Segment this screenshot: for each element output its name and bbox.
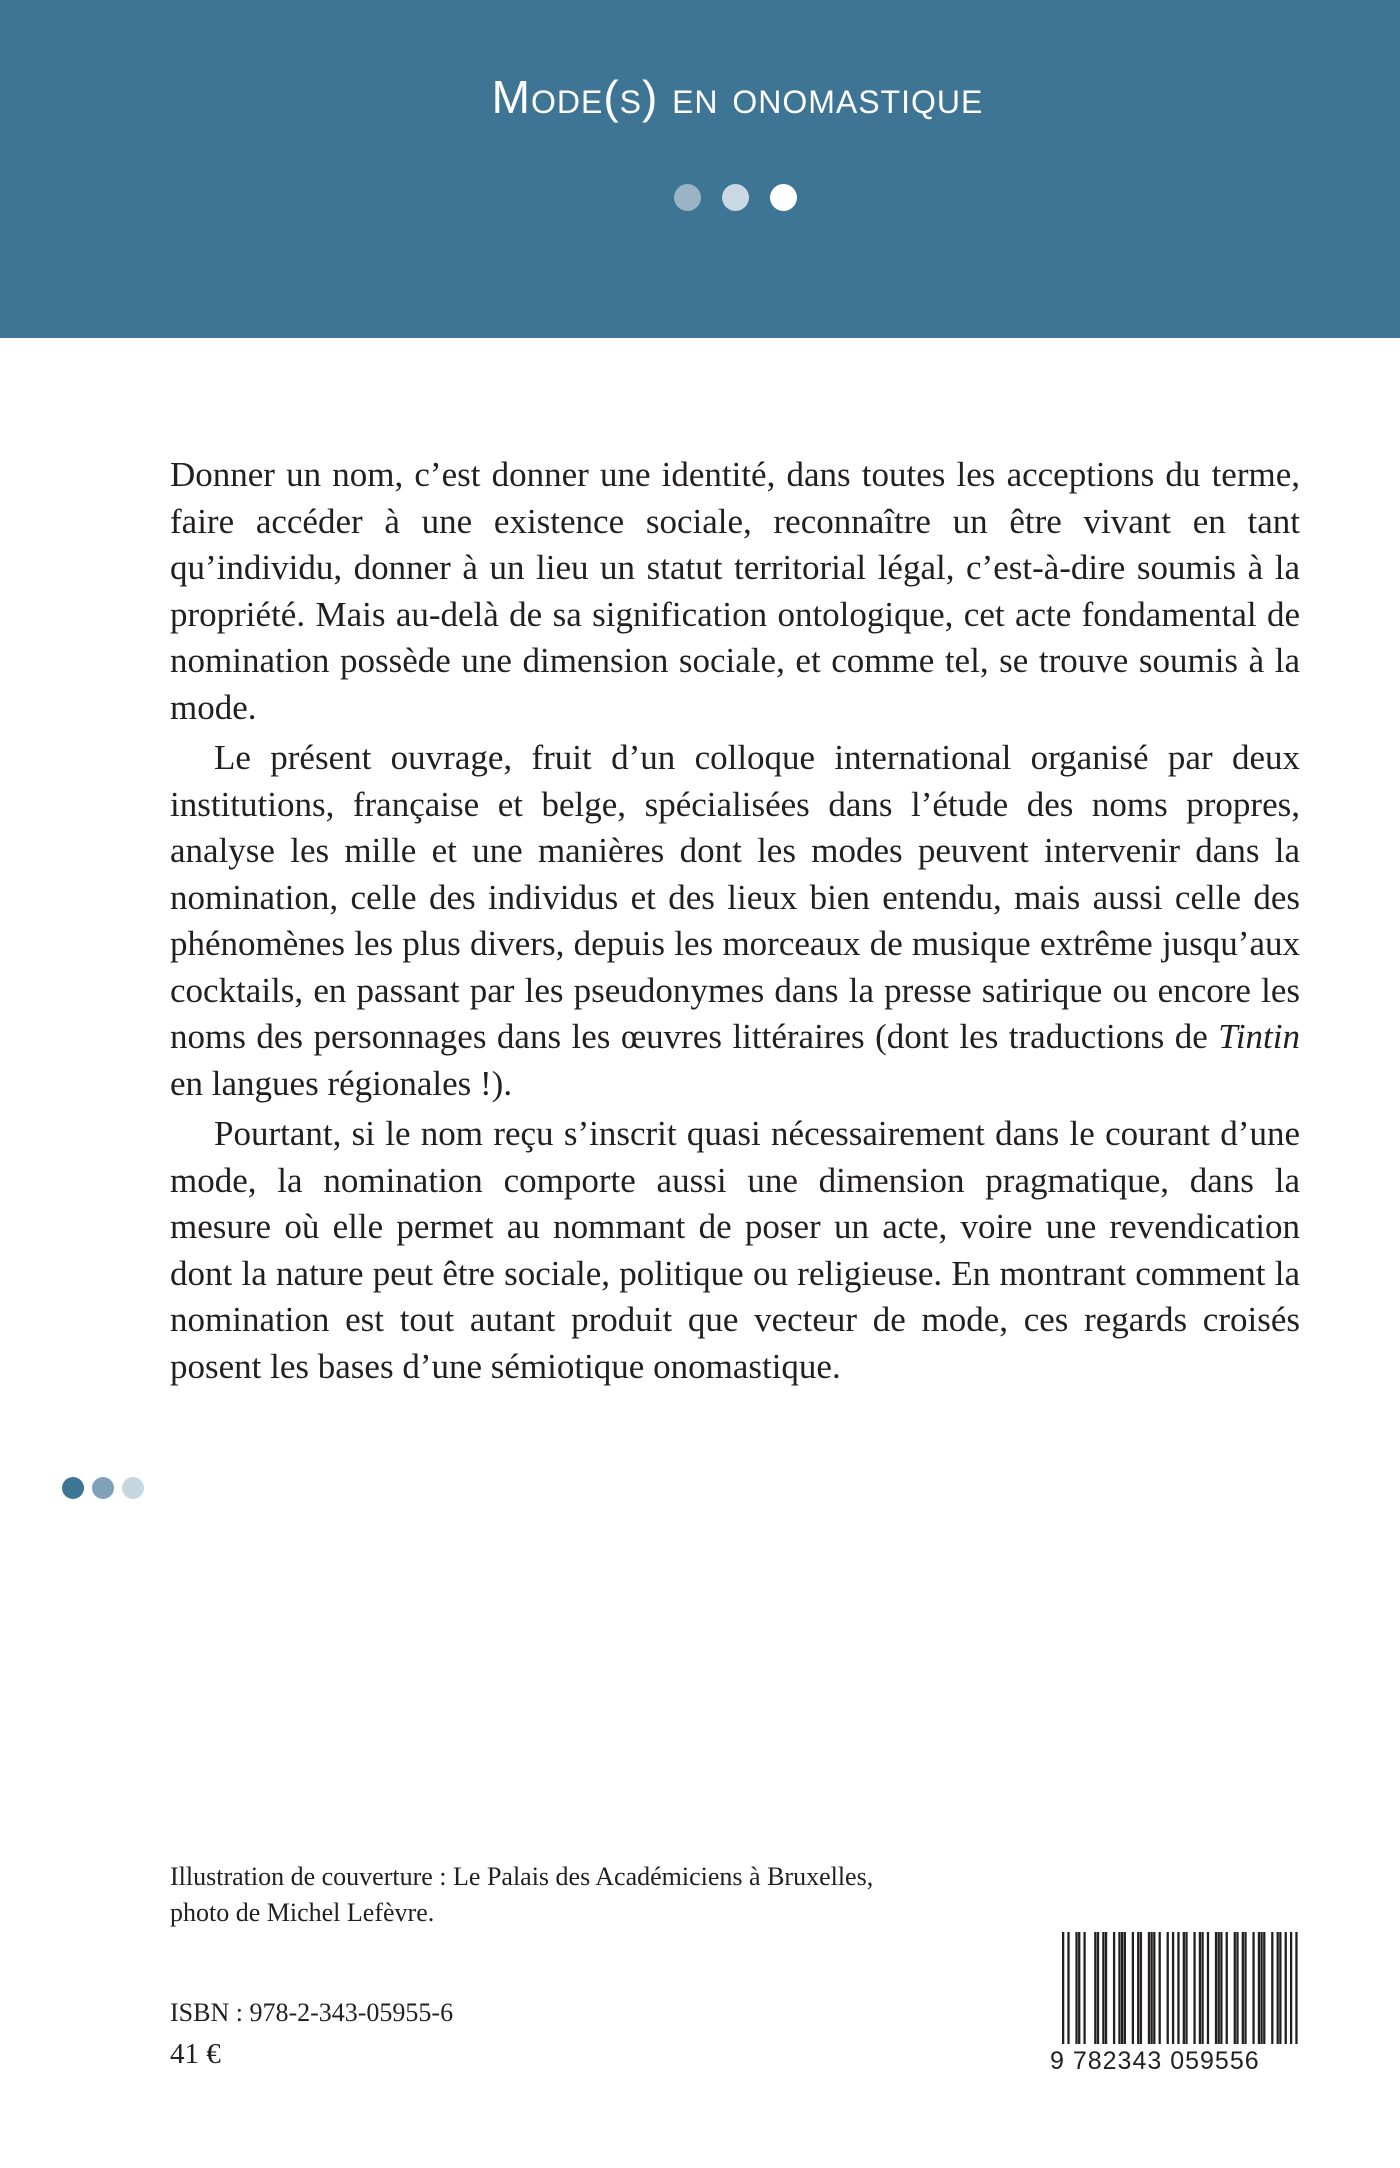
barcode-bar [1132,1932,1134,2044]
price: 41 € [170,2038,221,2070]
blurb-paragraph: Pourtant, si le nom reçu s’inscrit quasi nécessairement dans le courant d’une mode, la nomination comporte aussi une dimension pragmatique, dans la mesure où elle permet au nommant de poser un acte, voire une revendication dont la nature peut être sociale, politique ou religieuse. En montrant comment la nomination est tout autant produit que vecteur de mode, ces regards croisés posent les bases d’une sémiotique onomastique. [170,1114,1300,1386]
barcode-digits: 9 782343 059556 [1050,2047,1260,2075]
barcode-bar [1097,1932,1099,2044]
barcode-bar [1207,1932,1209,2044]
barcode-bar [1242,1932,1244,2044]
barcode-bar [1215,1932,1217,2044]
isbn: ISBN : 978-2-343-05955-6 [170,1998,454,2027]
barcode-bar [1252,1932,1254,2044]
barcode-bar [1062,1932,1064,2044]
barcode-bar [1226,1932,1228,2044]
barcode-bar [1172,1932,1174,2044]
barcode-bar [1218,1932,1220,2044]
barcode-bar [1105,1932,1107,2044]
barcode-bar [1167,1932,1169,2044]
barcode-bar [1153,1932,1155,2044]
barcode-bar [1199,1932,1201,2044]
blurb-paragraph: Donner un nom, c’est donner une identité, dans toutes les acceptions du terme, faire accéder à une existence sociale, reconnaître un être vivant en tant qu’individu, donner à un lieu un statut territorial légal, c’est-à-dire soumis à la propriété. Mais au-delà de sa signification ontologique, cet acte fondamental de nomination possède une dimension sociale, et comme tel, se trouve soumis à la mode. [170,455,1300,727]
barcode-bar [1236,1932,1238,2044]
barcode-bar [1177,1932,1179,2044]
barcode-bar [1121,1932,1123,2044]
barcode-bar [1185,1932,1187,2044]
barcode-bar [1075,1932,1077,2044]
blurb-italic-title: Tintin [1218,1017,1300,1056]
barcode-bar [1094,1932,1096,2044]
blurb-paragraph [170,735,1300,1107]
barcode-bar [1271,1932,1273,2044]
barcode-bar [1183,1932,1185,2044]
barcode-bar [1151,1932,1153,2044]
barcode-bar [1295,1932,1297,2044]
barcode-bar [1078,1932,1080,2044]
barcode-bar [1201,1932,1203,2044]
ornament-dot [674,184,701,211]
blurb-text: Le présent ouvrage, fruit d’un colloque international organisé par deux institutions, française et belge, spécialisées dans l’étude des noms propres, analyse les mille et une manières dont les modes peuvent intervenir dans la nomination, celle des individus et des lieux bien entendu, mais aussi celle des phénomènes les plus divers, depuis les morceaux de musique extrême jusqu’aux cocktails, en passant par les pseudonymes dans la presse satirique ou encore les noms des personnages dans les œuvres littéraires (dont les traductions de [170,738,1300,1056]
barcode-bar [1137,1932,1139,2044]
ornament-dot [92,1477,114,1499]
header-band [0,0,1400,338]
barcode-bar [1285,1932,1287,2044]
blurb-text: en langues régionales !). [170,1063,513,1103]
barcode-bar [1124,1932,1126,2044]
credit-line: Illustration de couverture : Le Palais des Académiciens à Bruxelles, [170,1862,874,1891]
credit-line: photo de Michel Lefèvre. [170,1898,435,1927]
barcode-bars [1062,1932,1298,2044]
barcode-bar [1140,1932,1142,2044]
barcode-bar [1083,1932,1085,2044]
ornament-dot [122,1477,144,1499]
barcode [1042,1932,1300,2084]
barcode-bar [1193,1932,1195,2044]
side-dots-ornament [62,1477,162,1501]
cover-illustration-credit [170,1859,970,1931]
ornament-dot [770,184,797,211]
barcode-bar [1102,1932,1104,2044]
barcode-bar [1290,1932,1292,2044]
ornament-dot [62,1477,84,1499]
back-cover-blurb [170,452,1300,1394]
barcode-bar [1279,1932,1281,2044]
barcode-bar [1258,1932,1260,2044]
barcode-bar [1067,1932,1069,2044]
ornament-dot [722,184,749,211]
barcode-bar [1118,1932,1120,2044]
barcode-bar [1260,1932,1262,2044]
title-dots-ornament [674,184,804,212]
barcode-bar [1277,1932,1279,2044]
barcode-bar [1148,1932,1150,2044]
barcode-bar [1263,1932,1265,2044]
barcode-bar [1244,1932,1246,2044]
series-title: Mode(s) en onomastique [491,71,984,123]
barcode-bar [1159,1932,1161,2044]
barcode-bar [1234,1932,1236,2044]
barcode-bar [1220,1932,1222,2044]
barcode-bar [1113,1932,1115,2044]
